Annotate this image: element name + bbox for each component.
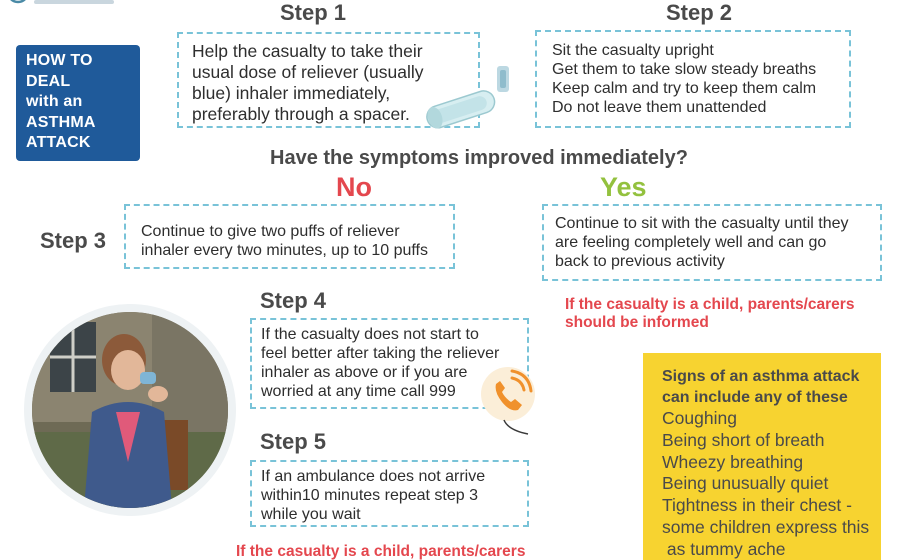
yes-action-line: back to previous activity bbox=[555, 253, 725, 270]
signs-item: Tightness in their chest - bbox=[662, 495, 852, 516]
title-line: HOW TO bbox=[26, 52, 93, 69]
logo-icon bbox=[8, 0, 32, 4]
decision-question: Have the symptoms improved immediately? bbox=[270, 147, 688, 169]
step5-line: while you wait bbox=[261, 506, 361, 523]
inhaler-spacer-icon bbox=[418, 62, 518, 134]
step3-heading: Step 3 bbox=[40, 228, 107, 253]
yes-action-box bbox=[542, 204, 882, 281]
child-note-bottom: If the casualty is a child, parents/carers bbox=[236, 543, 526, 560]
step4-line: worried at any time call 999 bbox=[261, 383, 456, 400]
step5-line: If an ambulance does not arrive bbox=[261, 468, 486, 485]
step2-line: Keep calm and try to keep them calm bbox=[552, 80, 817, 97]
step4-line: feel better after taking the reliever bbox=[261, 345, 500, 362]
child-inhaler-photo bbox=[24, 304, 236, 516]
step2-line: Get them to take slow steady breaths bbox=[552, 61, 817, 78]
signs-item: Being unusually quiet bbox=[662, 473, 829, 494]
yes-branch-label: Yes bbox=[600, 172, 647, 202]
yes-action-line: are feeling completely well and can go bbox=[555, 234, 827, 251]
step2-box bbox=[535, 30, 851, 128]
step3-line: inhaler every two minutes, up to 10 puffs bbox=[141, 242, 428, 259]
no-branch-label: No bbox=[336, 172, 372, 202]
step1-line: blue) inhaler immediately, bbox=[192, 83, 391, 103]
step3-line: Continue to give two puffs of reliever bbox=[141, 223, 400, 240]
title-line: with an bbox=[26, 93, 83, 111]
step2-heading: Step 2 bbox=[666, 0, 733, 25]
step4-line: If the casualty does not start to bbox=[261, 326, 479, 343]
title-line: DEAL bbox=[26, 72, 71, 90]
signs-title: can include any of these bbox=[662, 388, 848, 406]
step1-line: preferably through a spacer. bbox=[192, 104, 410, 124]
signs-item: as tummy ache bbox=[662, 538, 786, 559]
child-note-yes bbox=[565, 296, 854, 332]
title-line: ATTACK bbox=[26, 134, 91, 152]
title-line: ASTHMA bbox=[26, 113, 96, 131]
step3-box bbox=[124, 204, 455, 269]
step1-line: usual dose of reliever (usually bbox=[192, 62, 424, 82]
step1-heading: Step 1 bbox=[280, 0, 347, 25]
step5-line: within10 minutes repeat step 3 bbox=[261, 487, 479, 504]
signs-item: some children express this bbox=[662, 516, 870, 537]
step4-heading: Step 4 bbox=[260, 288, 327, 313]
step2-line: Sit the casualty upright bbox=[552, 42, 714, 59]
step2-line: Do not leave them unattended bbox=[552, 99, 767, 116]
signs-item: Wheezy breathing bbox=[662, 451, 804, 472]
step5-box bbox=[250, 460, 529, 527]
child-note-line: should be informed bbox=[565, 314, 709, 331]
photo-illustration bbox=[32, 312, 228, 508]
step4-line: inhaler as above or if you are bbox=[261, 364, 468, 381]
title-box bbox=[16, 45, 140, 161]
logo-text-line bbox=[34, 0, 114, 4]
step5-heading: Step 5 bbox=[260, 429, 327, 454]
step1-line: Help the casualty to take their bbox=[192, 41, 423, 61]
signs-item: Being short of breath bbox=[662, 429, 825, 450]
phone-call-icon bbox=[478, 362, 540, 440]
signs-title: Signs of an asthma attack bbox=[662, 368, 860, 385]
signs-box bbox=[643, 353, 881, 560]
yes-action-line: Continue to sit with the casualty until they bbox=[555, 215, 849, 232]
child-note-line: If the casualty is a child, parents/carers bbox=[565, 296, 855, 313]
signs-item: Coughing bbox=[662, 408, 737, 428]
